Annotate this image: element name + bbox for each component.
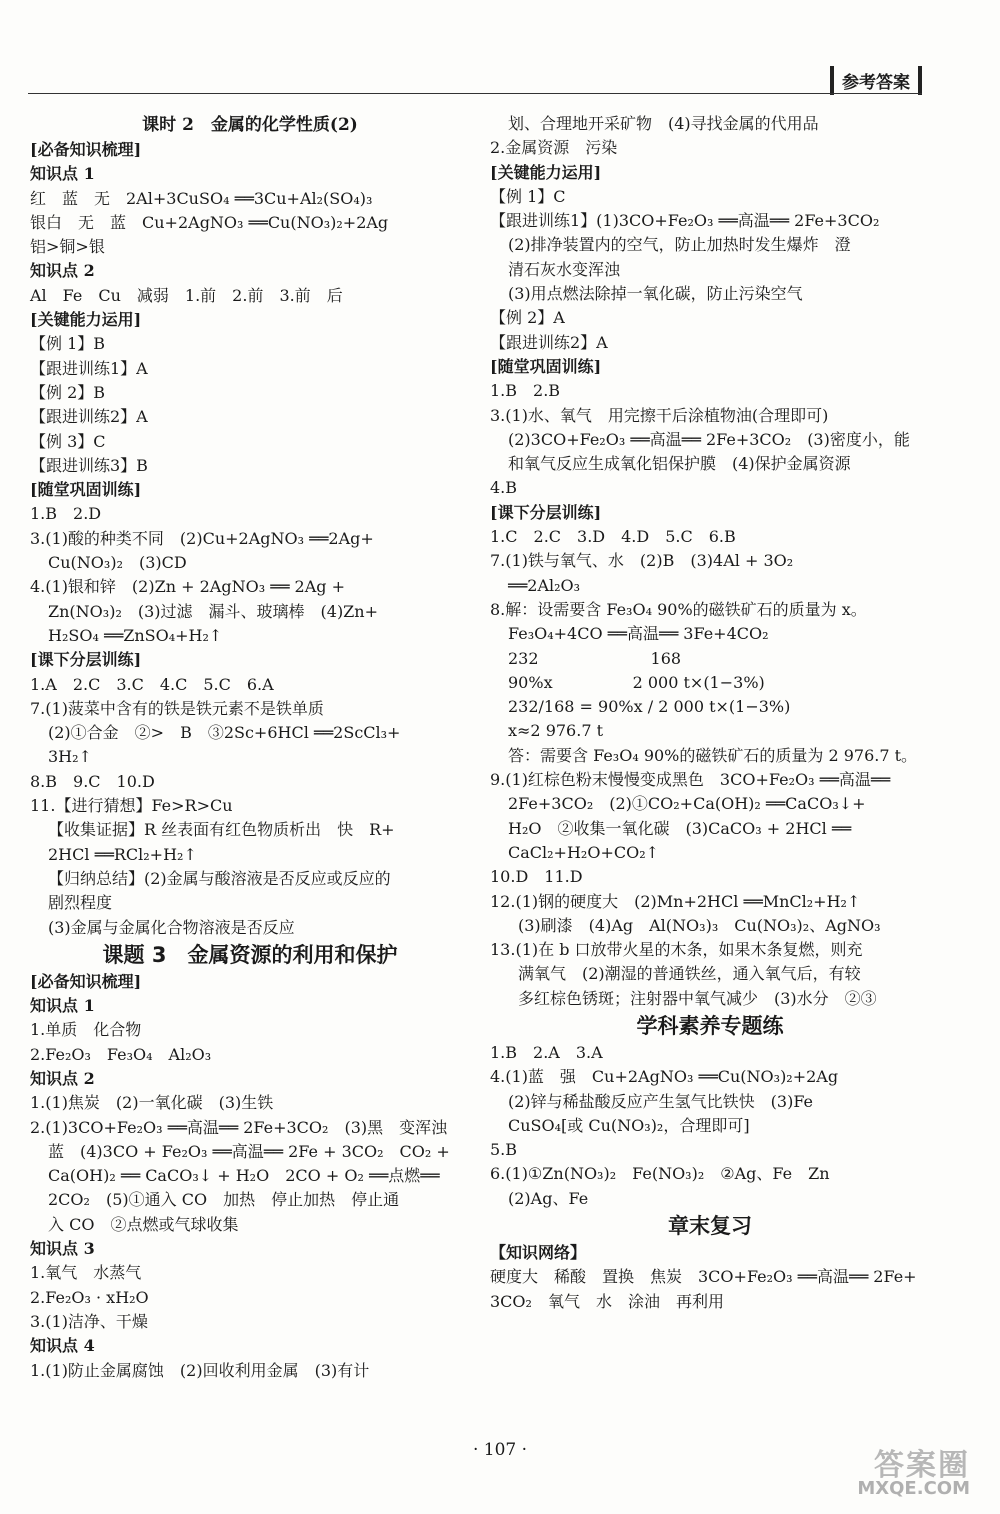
answer-line: 3H₂↑ — [48, 747, 92, 767]
answer-line: (3)用点燃法除掉一氧化碳，防止污染空气 — [508, 284, 803, 304]
section-title: 学科素养专题练 — [636, 1013, 784, 1038]
answer-line: 【跟进训练1】A — [30, 358, 148, 378]
answer-line: 剧烈程度 — [48, 893, 113, 913]
answer-line: 铝>铜>银 — [30, 237, 105, 257]
header-rule — [28, 93, 922, 94]
answer-line: 3.(1)水、氧气 用完擦干后涂植物油(合理即可) — [490, 405, 829, 425]
answer-line: 12.(1)钢的硬度大 (2)Mn+2HCl ══MnCl₂+H₂↑ — [490, 891, 861, 911]
answer-line: Al Fe Cu 减弱 1.前 2.前 3.前 后 — [30, 285, 343, 305]
answer-line: 清石灰水变浑浊 — [508, 259, 621, 279]
answer-line: [课下分层训练] — [490, 502, 602, 522]
answer-line: 13.(1)在 b 口放带火星的木条，如果木条复燃，则充 — [490, 940, 863, 960]
answer-line: Fe₃O₄+4CO ══高温══ 3Fe+4CO₂ — [508, 624, 769, 644]
watermark-logo: 答案圈 — [874, 1448, 970, 1483]
answer-line: 4.B — [490, 478, 518, 498]
answer-line: 1.B 2.B — [490, 381, 561, 401]
answer-line: 1.C 2.C 3.D 4.D 5.C 6.B — [490, 527, 736, 547]
section-title: 章末复习 — [668, 1214, 752, 1239]
answer-line: (2)排净装置内的空气，防止加热时发生爆炸 澄 — [508, 235, 851, 255]
watermark-url: MXQE.COM — [857, 1478, 970, 1499]
answer-line: 2.(1)3CO+Fe₂O₃ ══高温══ 2Fe+3CO₂ (3)黑 变浑浊 — [30, 1117, 448, 1137]
answer-line: 【收集证据】R 丝表面有红色物质析出 快 R+ — [48, 820, 395, 840]
answer-line: 满氧气 (2)潮湿的普通铁丝，通入氧气后，有较 — [518, 964, 861, 984]
answer-line: (2)①合金 ②> B ③2Sc+6HCl ══2ScCl₃+ — [48, 723, 401, 743]
answer-line: x≈2 976.7 t — [508, 721, 604, 741]
answer-line: [关键能力运用] — [490, 162, 602, 182]
section-title: 课时 2 金属的化学性质(2) — [142, 115, 358, 135]
answer-line: 1.单质 化合物 — [30, 1020, 142, 1040]
answer-line: 2.Fe₂O₃ Fe₃O₄ Al₂O₃ — [30, 1044, 212, 1064]
section-title: 课题 3 金属资源的利用和保护 — [102, 942, 398, 967]
answer-line: 2CO₂ (5)①通入 CO 加热 停止加热 停止通 — [48, 1190, 400, 1210]
answer-line: ══2Al₂O₃ — [508, 575, 581, 595]
answer-line: 7.(1)铁与氧气、水 (2)B (3)4Al + 3O₂ — [490, 551, 794, 571]
answer-line: (2)锌与稀盐酸反应产生氢气比铁快 (3)Fe — [508, 1091, 814, 1111]
answer-line: 6.(1)①Zn(NO₃)₂ Fe(NO₃)₂ ②Ag、Fe Zn — [490, 1164, 830, 1184]
answer-line: [必备知识梳理] — [30, 971, 142, 991]
answer-line: 5.B — [490, 1140, 518, 1160]
answer-line: 4.(1)蓝 强 Cu+2AgNO₃ ══Cu(NO₃)₂+2Ag — [490, 1067, 839, 1087]
answer-line: 【跟进训练2】A — [30, 407, 148, 427]
answer-line: 90%x 2 000 t×(1−3%) — [508, 672, 765, 692]
answer-line: 2.Fe₂O₃ · xH₂O — [30, 1287, 149, 1307]
answer-line: 2.金属资源 污染 — [490, 138, 618, 158]
answer-line: 银白 无 蓝 Cu+2AgNO₃ ══Cu(NO₃)₂+2Ag — [30, 212, 389, 232]
answer-line: 知识点 1 — [30, 996, 95, 1016]
answer-line: 8.解：设需要含 Fe₃O₄ 90%的磁铁矿石的质量为 x。 — [490, 599, 867, 619]
answer-line: 蓝 (4)3CO + Fe₂O₃ ══高温══ 2Fe + 3CO₂ CO₂ + — [48, 1141, 450, 1161]
answer-line: [随堂巩固训练] — [30, 480, 142, 500]
page-number: · 107 · — [472, 1440, 528, 1460]
answer-line: 【例 1】C — [490, 186, 566, 206]
answer-line: [关键能力运用] — [30, 310, 142, 330]
answer-line: 1.氧气 水蒸气 — [30, 1263, 142, 1283]
answer-line: 232 168 — [508, 648, 682, 668]
answer-line: 入 CO ②点燃或气球收集 — [48, 1214, 239, 1234]
right-column — [490, 112, 930, 1314]
answer-line: 【例 1】B — [30, 334, 106, 354]
answer-line: 9.(1)红棕色粉末慢慢变成黑色 3CO+Fe₂O₃ ══高温══ — [490, 770, 891, 790]
answer-line: Cu(NO₃)₂ (3)CD — [48, 553, 187, 573]
answer-line: (2)3CO+Fe₂O₃ ══高温══ 2Fe+3CO₂ (3)密度小，能 — [508, 429, 910, 449]
answer-line: 2Fe+3CO₂ (2)①CO₂+Ca(OH)₂ ══CaCO₃↓+ — [508, 794, 866, 814]
answer-line: 2HCl ══RCl₂+H₂↑ — [48, 844, 197, 864]
answer-line: Ca(OH)₂ ══ CaCO₃↓ + H₂O 2CO + O₂ ══点燃══ — [48, 1166, 440, 1186]
answer-line: H₂O ②收集一氧化碳 (3)CaCO₃ + 2HCl ══ — [508, 818, 852, 838]
answer-line: (2)Ag、Fe — [508, 1188, 589, 1208]
answer-line: H₂SO₄ ══ZnSO₄+H₂↑ — [48, 625, 223, 645]
left-column — [30, 112, 470, 1383]
answer-line: 7.(1)菠菜中含有的铁是铁元素不是铁单质 — [30, 698, 324, 718]
answer-line: 8.B 9.C 10.D — [30, 771, 155, 791]
answer-line: 【跟进训练3】B — [30, 455, 148, 475]
answer-line: 1.B 2.A 3.A — [490, 1042, 603, 1062]
answer-line: 【知识网络】 — [490, 1243, 587, 1263]
answer-line: 【例 2】A — [490, 308, 565, 328]
answer-line: 3.(1)酸的种类不同 (2)Cu+2AgNO₃ ══2Ag+ — [30, 528, 374, 548]
answer-line: 知识点 2 — [30, 1068, 95, 1088]
watermark — [810, 1440, 970, 1504]
answer-line: 232/168 = 90%x / 2 000 t×(1−3%) — [508, 697, 791, 717]
answer-line: [随堂巩固训练] — [490, 356, 602, 376]
answer-line: 1.A 2.C 3.C 4.C 5.C 6.A — [30, 674, 274, 694]
answer-line: (3)金属与金属化合物溶液是否反应 — [48, 917, 295, 937]
section-tag: 参考答案 — [830, 66, 922, 95]
answer-line: 【例 3】C — [30, 431, 106, 451]
answer-line: (3)刷漆 (4)Ag Al(NO₃)₃ Cu(NO₃)₂、AgNO₃ — [518, 915, 881, 935]
answer-line: 和氧气反应生成氧化铝保护膜 (4)保护金属资源 — [508, 454, 851, 474]
answer-line: CuSO₄[或 Cu(NO₃)₂，合理即可] — [508, 1115, 750, 1135]
answer-line: 知识点 4 — [30, 1336, 95, 1356]
answer-line: 知识点 3 — [30, 1239, 95, 1259]
answer-line: 知识点 1 — [30, 164, 95, 184]
answer-line: 1.(1)焦炭 (2)一氧化碳 (3)生铁 — [30, 1093, 274, 1113]
answer-line: 【归纳总结】(2)金属与酸溶液是否反应或反应的 — [48, 868, 391, 888]
answer-line: 【跟进训练1】(1)3CO+Fe₂O₃ ══高温══ 2Fe+3CO₂ — [490, 211, 880, 231]
answer-line: 多红棕色锈斑；注射器中氧气减少 (3)水分 ②③ — [518, 988, 877, 1008]
answer-line: 11.【进行猜想】Fe>R>Cu — [30, 796, 233, 816]
answer-line: 红 蓝 无 2Al+3CuSO₄ ══3Cu+Al₂(SO₄)₃ — [30, 188, 373, 208]
answer-line: CaCl₂+H₂O+CO₂↑ — [508, 842, 660, 862]
answer-line: 【跟进训练2】A — [490, 332, 608, 352]
answer-line: 答：需要含 Fe₃O₄ 90%的磁铁矿石的质量为 2 976.7 t。 — [508, 745, 918, 765]
answer-line: [必备知识梳理] — [30, 140, 142, 159]
answer-line: 【例 2】B — [30, 382, 106, 402]
answer-line: Zn(NO₃)₂ (3)过滤 漏斗、玻璃棒 (4)Zn+ — [48, 601, 379, 621]
answer-line: 划、合理地开采矿物 (4)寻找金属的代用品 — [508, 114, 819, 133]
answer-line: 1.(1)防止金属腐蚀 (2)回收利用金属 (3)有计 — [30, 1360, 370, 1380]
answer-line: 10.D 11.D — [490, 867, 583, 887]
answer-line: [课下分层训练] — [30, 650, 142, 670]
answer-line: 知识点 2 — [30, 261, 95, 281]
answer-line: 硬度大 稀酸 置换 焦炭 3CO+Fe₂O₃ ══高温══ 2Fe+ — [490, 1267, 917, 1287]
answer-line: 3CO₂ 氧气 水 涂油 再利用 — [490, 1291, 724, 1311]
answer-line: 1.B 2.D — [30, 504, 102, 524]
answer-line: 3.(1)洁净、干燥 — [30, 1311, 148, 1331]
answer-line: 4.(1)银和锌 (2)Zn + 2AgNO₃ ══ 2Ag + — [30, 577, 346, 597]
